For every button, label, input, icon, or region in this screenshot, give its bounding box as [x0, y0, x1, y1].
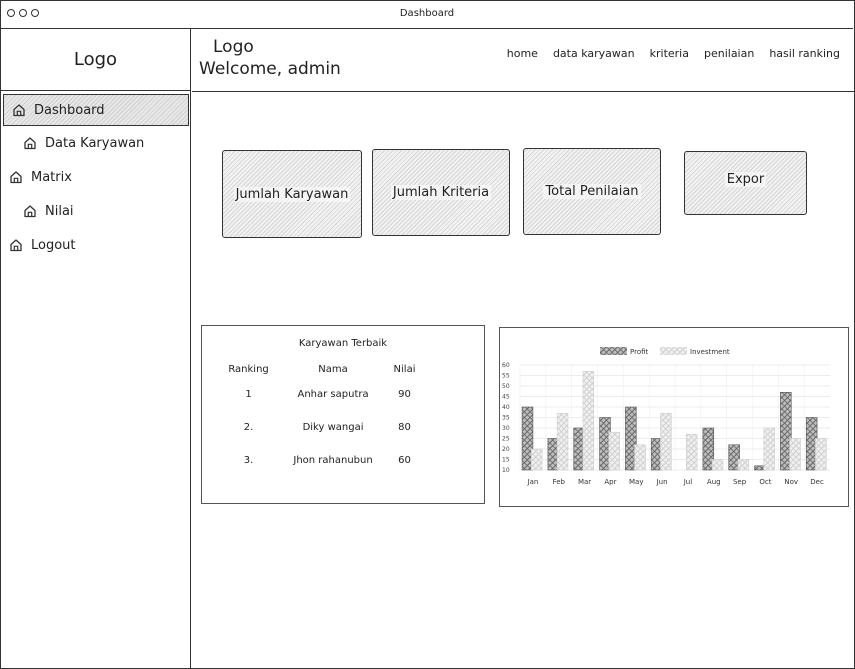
sidebar-item-label: Data Karyawan: [45, 135, 145, 151]
card-jumlah-karyawan-label: Jumlah Karyawan: [235, 186, 349, 202]
sidebar-item-dashboard[interactable]: [3, 94, 189, 126]
table-cell: 2.: [243, 422, 254, 433]
y-tick-label: 30: [502, 425, 510, 432]
bar-investment-aug: [712, 460, 723, 471]
card-jumlah-karyawan[interactable]: [222, 150, 362, 238]
home-icon: [23, 136, 37, 150]
sidebar-nav: [1, 91, 190, 262]
welcome-text: Welcome, admin: [199, 59, 341, 79]
bar-investment-dec: [815, 439, 826, 471]
y-tick-label: 25: [502, 435, 510, 443]
table-cell: Jhon rahanubun: [293, 455, 373, 466]
sidebar-item-matrix[interactable]: [1, 160, 190, 194]
table-cell: 80: [398, 422, 411, 433]
x-tick-label: Dec: [810, 478, 824, 486]
top-header: [192, 29, 854, 92]
x-tick-label: Mar: [577, 478, 592, 486]
y-tick-label: 45: [502, 393, 510, 401]
card-jumlah-kriteria[interactable]: [372, 149, 510, 236]
x-tick-label: Jan: [527, 478, 539, 486]
x-tick-label: Jul: [683, 478, 693, 486]
expor-button-label: Expor: [726, 172, 765, 187]
top-employees-table: [220, 360, 420, 477]
y-tick-label: 40: [502, 404, 510, 411]
nav-link-hasil-ranking[interactable]: hasil ranking: [769, 47, 840, 60]
y-tick-label: 35: [502, 414, 510, 422]
bar-investment-mar: [583, 371, 594, 470]
x-tick-label: Oct: [759, 478, 772, 486]
table-cell: 3.: [243, 455, 254, 466]
home-icon: [12, 103, 26, 117]
y-tick-label: 50: [502, 383, 510, 390]
x-tick-label: Feb: [552, 478, 565, 486]
bar-investment-feb: [557, 413, 568, 470]
sidebar: [1, 29, 191, 668]
nav-link-data-karyawan[interactable]: data karyawan: [552, 47, 635, 60]
bar-investment-oct: [764, 428, 775, 470]
card-total-penilaian-label: Total Penilaian: [545, 184, 639, 199]
bar-investment-jan: [531, 449, 542, 470]
sidebar-item-data-karyawan[interactable]: [1, 126, 190, 160]
y-tick-label: 55: [502, 372, 510, 380]
window-title: Dashboard: [399, 8, 455, 19]
top-nav: [507, 47, 840, 60]
home-icon: [9, 238, 23, 252]
profit-investment-chart: [500, 328, 850, 508]
home-icon: [9, 170, 23, 184]
y-tick-label: 60: [502, 362, 510, 369]
expor-button[interactable]: [684, 151, 807, 215]
x-tick-label: Apr: [604, 478, 617, 486]
sidebar-item-label: Logout: [31, 237, 76, 253]
bar-investment-nov: [790, 439, 801, 471]
nav-link-kriteria[interactable]: kriteria: [649, 47, 689, 60]
table-title: Karyawan Terbaik: [298, 338, 388, 349]
y-tick-label: 15: [502, 456, 510, 464]
x-tick-label: Jun: [656, 478, 668, 486]
table-cell: Anhar saputra: [297, 389, 369, 400]
bar-investment-may: [635, 445, 646, 470]
legend-swatch-profit: [600, 347, 627, 355]
table-row: [220, 444, 420, 477]
column-header-ranking: Ranking: [228, 363, 269, 375]
top-employees-panel: [201, 325, 485, 504]
card-jumlah-kriteria-label: Jumlah Kriteria: [392, 185, 490, 200]
sidebar-logo: Logo: [1, 29, 190, 91]
header-logo: Logo: [213, 37, 254, 57]
home-icon: [23, 204, 37, 218]
table-header-row: [220, 360, 420, 378]
table-cell: 60: [398, 455, 411, 466]
nav-link-penilaian[interactable]: penilaian: [703, 47, 755, 60]
sidebar-item-nilai[interactable]: [1, 194, 190, 228]
column-header-nilai: Nilai: [393, 363, 416, 375]
column-header-nama: Nama: [318, 363, 348, 375]
bar-investment-jul: [686, 434, 697, 470]
nav-link-home[interactable]: home: [506, 47, 538, 60]
legend-swatch-investment: [660, 347, 687, 355]
title-bar: [1, 1, 853, 29]
y-tick-label: 10: [502, 467, 510, 474]
table-body: [220, 378, 420, 477]
x-tick-label: Aug: [706, 478, 721, 486]
x-tick-label: Sep: [732, 478, 747, 486]
x-tick-label: Nov: [784, 478, 799, 486]
y-tick-label: 20: [502, 446, 510, 453]
sidebar-item-label: Dashboard: [34, 102, 105, 118]
sidebar-item-label: Matrix: [31, 169, 72, 185]
table-cell: Diky wangai: [302, 422, 364, 433]
table-cell: 90: [398, 389, 411, 400]
table-row: [220, 411, 420, 444]
x-tick-label: May: [629, 478, 644, 486]
card-total-penilaian[interactable]: [523, 148, 661, 235]
legend-label-profit: Profit: [630, 348, 649, 356]
profit-investment-chart-panel: [499, 327, 849, 507]
bar-investment-jun: [660, 413, 671, 470]
legend-label-investment: Investment: [690, 348, 730, 356]
table-cell: 1: [245, 389, 252, 400]
bar-investment-apr: [609, 432, 620, 470]
table-row: [220, 378, 420, 411]
bar-investment-sep: [738, 460, 749, 471]
sidebar-item-logout[interactable]: [1, 228, 190, 262]
sidebar-item-label: Nilai: [45, 203, 74, 219]
